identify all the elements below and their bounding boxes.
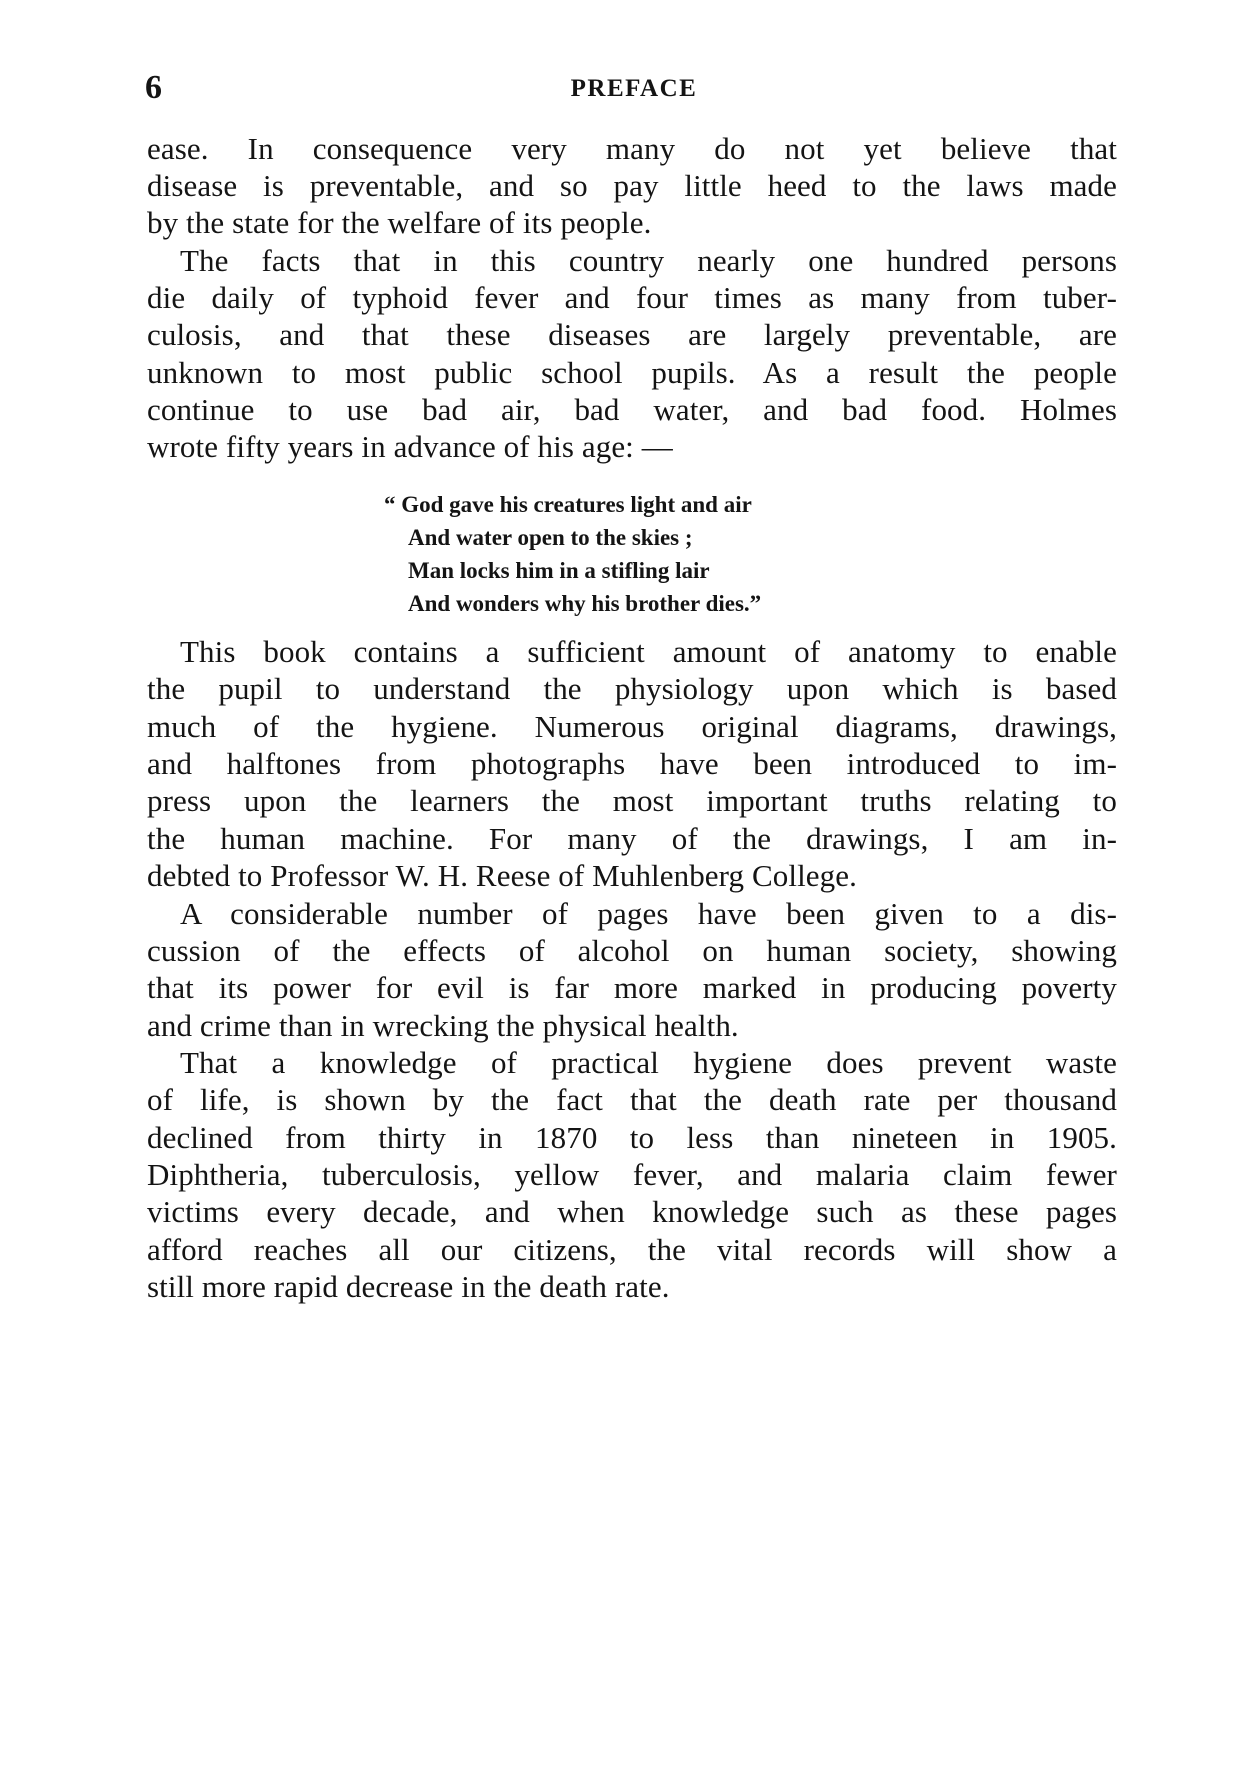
text-line: A considerable number of pages have been given to a dis-	[180, 896, 1117, 931]
text-line: unknown to most public school pupils. As a result the people	[147, 355, 1117, 390]
text-line: and crime than in wrecking the physical health.	[147, 1008, 739, 1043]
chapter-title: PREFACE	[570, 75, 698, 102]
text-line: debted to Professor W. H. Reese of Muhlenberg College.	[147, 858, 857, 893]
running-head	[145, 68, 1115, 108]
text-line: much of the hygiene. Numerous original diagrams, drawings,	[147, 709, 1117, 744]
page-number: 6	[145, 69, 162, 106]
text-line: disease is preventable, and so pay little heed to the laws made	[147, 168, 1117, 203]
text-line: Diphtheria, tuberculosis, yellow fever, and malaria claim fewer	[147, 1157, 1117, 1192]
poem-line: “ God gave his creatures light and air	[384, 492, 752, 517]
text-line: of life, is shown by the fact that the death rate per thousand	[147, 1082, 1117, 1117]
text-line: that its power for evil is far more marked in producing poverty	[147, 970, 1117, 1005]
text-line: ease. In consequence very many do not yet believe that	[147, 131, 1117, 166]
text-line: afford reaches all our citizens, the vital records will show a	[147, 1232, 1117, 1267]
poem-line: And wonders why his brother dies.”	[408, 591, 762, 616]
text-line: culosis, and that these diseases are largely preventable, are	[147, 317, 1117, 352]
text-line: die daily of typhoid fever and four times as many from tuber-	[147, 280, 1117, 315]
text-line: and halftones from photographs have been introduced to im-	[147, 746, 1117, 781]
text-line: This book contains a sufficient amount of anatomy to enable	[180, 634, 1117, 669]
text-line: still more rapid decrease in the death rate.	[147, 1269, 670, 1304]
text-line: That a knowledge of practical hygiene does prevent waste	[180, 1045, 1117, 1080]
text-line: The facts that in this country nearly one hundred persons	[180, 243, 1117, 278]
text-line: cussion of the effects of alcohol on human society, showing	[147, 933, 1117, 968]
text-line: by the state for the welfare of its people.	[147, 205, 652, 240]
text-line: victims every decade, and when knowledge such as these pages	[147, 1194, 1117, 1229]
text-line: continue to use bad air, bad water, and bad food. Holmes	[147, 392, 1117, 427]
poem-line: Man locks him in a stifling lair	[408, 558, 710, 583]
text-line: the pupil to understand the physiology upon which is based	[147, 671, 1117, 706]
text-line: the human machine. For many of the drawings, I am in-	[147, 821, 1117, 856]
text-line: wrote fifty years in advance of his age: —	[147, 429, 673, 464]
poem-line: And water open to the skies ;	[408, 525, 693, 550]
text-line: press upon the learners the most important truths relating to	[147, 783, 1117, 818]
text-line: declined from thirty in 1870 to less than nineteen in 1905.	[147, 1120, 1117, 1155]
